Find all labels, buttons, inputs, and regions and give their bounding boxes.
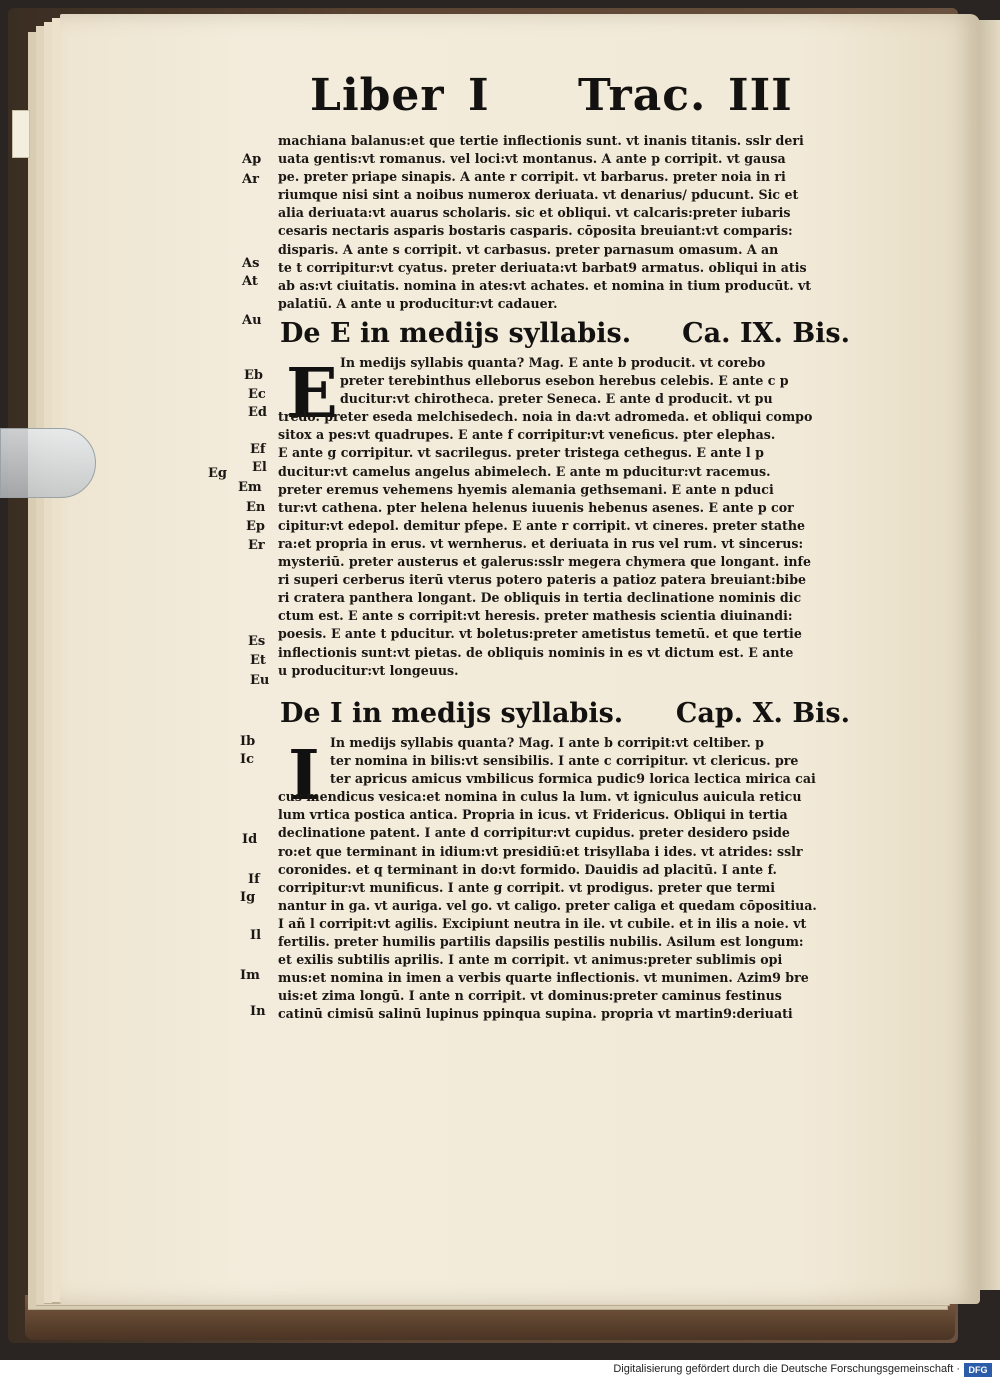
margin-note: Eg (208, 466, 227, 481)
text-line: machiana balanus:et que tertie inflectionis sunt. vt inanis titanis. sslr deri (278, 133, 804, 148)
margin-note: Il (250, 928, 262, 943)
chapter-9-heading (280, 318, 850, 354)
margin-note: El (252, 460, 267, 475)
text-line: riumque nisi sint a noibus numerox deriuata. vt denarius/ pducunt. Sic et (278, 187, 799, 203)
text-line: ro:et que terminant in idium:vt presidiū:et trisyllaba i ides. vt atrides: sslr (278, 843, 803, 859)
text-line: cesaris nectaris asparis bostaris casparis. cōposita breuiant:vt comparis: (278, 223, 793, 239)
text-line: I añ l corripit:vt agilis. Excipiunt neutra in ile. vt cubile. et in ilis a noie. vt (278, 915, 807, 931)
text-line: pe. preter priape sinapis. A ante r corripit. vt barbarus. preter noia in ri (278, 169, 786, 185)
text-line: preter terebinthus elleborus esebon herebus celebis. E ante c p (340, 373, 789, 389)
text-line: declinatione patent. I ante d corripitur:vt cupidus. preter desidero pside (278, 825, 790, 841)
dfg-logo: DFG (964, 1363, 992, 1377)
initial-capital-i: I (288, 736, 320, 816)
margin-note: Ib (240, 734, 256, 749)
text-line: tredo. preter eseda melchisedech. noia in da:vt adromeda. et obliqui compo (278, 409, 813, 425)
text-line: nantur in ga. vt auriga. vel go. vt caligo. preter caliga et quedam cōpositiua. (278, 897, 817, 913)
margin-note: Ep (246, 519, 265, 534)
chapter-10-heading (280, 698, 850, 734)
text-line: palatiū. A ante u producitur:vt cadauer. (278, 295, 558, 311)
margin-note: If (248, 872, 260, 887)
margin-note: Ig (240, 890, 256, 905)
text-line: disparis. A ante s corripit. vt carbasus. preter parnasum omasum. A an (278, 241, 779, 257)
chapter-10-title: De I in medijs syllabis. (280, 698, 624, 729)
margin-note: Eu (250, 673, 270, 688)
margin-note: Em (238, 480, 262, 495)
text-line: mysteriū. preter austerus et galerus:sslr megera chymera que longant. infe (278, 554, 811, 570)
text-line: cipitur:vt edepol. demitur pfepe. E ante r corripit. vt cineres. preter stathe (278, 517, 805, 533)
margin-note: Ef (250, 442, 266, 457)
text-line: uis:et zima longū. I ante n corripit. vt dominus:preter caminus festinus (278, 988, 782, 1004)
margin-note: Ar (242, 172, 259, 187)
chapter-9-title: De E in medijs syllabis. (280, 318, 632, 349)
footer-bar (0, 1360, 1000, 1381)
text-line: ab as:vt ciuitatis. nomina in ates:vt achates. et nomina in tium producūt. vt (278, 277, 812, 293)
text-line: In medijs syllabis quanta? Mag. E ante b producit. vt corebo (340, 355, 766, 370)
text-block-2 (278, 354, 848, 680)
margin-note: Eb (244, 368, 263, 383)
header-trac: Trac. (578, 70, 707, 121)
text-block-1 (278, 132, 848, 313)
running-header (310, 70, 810, 130)
margin-note: Es (248, 634, 266, 649)
text-line: uata gentis:vt romanus. vel loci:vt montanus. A ante p corripit. vt gausa (278, 151, 786, 167)
margin-note: En (246, 500, 266, 515)
margin-note: Er (248, 538, 265, 553)
text-line: poesis. E ante t pducitur. vt boletus:preter ametistus temetū. et que tertie (278, 626, 802, 642)
margin-note: At (242, 274, 258, 289)
initial-capital-e: E (286, 354, 338, 434)
text-line: sitox a pes:vt quadrupes. E ante f corripitur:vt veneficus. pter elephas. (278, 427, 776, 443)
text-line: ri superi cerberus iterū vterus potero pateris a patioz patera breuiant:bibe (278, 572, 807, 588)
text-line: ducitur:vt chirotheca. preter Seneca. E ante d producit. vt pu (340, 391, 773, 407)
text-line: mus:et nomina in imen a verbis quarte inflectionis. vt munimen. Azim9 bre (278, 970, 809, 986)
text-line: et exilis subtilis aprilis. I ante m corripit. vt animus:preter sublimis opi (278, 952, 783, 968)
header-trac-number: III (728, 70, 793, 121)
text-line: coronides. et q terminant in do:vt formido. Dauidis ad placitū. I ante f. (278, 861, 777, 877)
header-liber: Liber (310, 70, 445, 121)
text-line: E ante g corripitur. vt sacrilegus. preter tristega cethegus. E ante l p (278, 445, 764, 461)
text-line: preter eremus vehemens hyemis alemania gethsemani. E ante n pduci (278, 481, 774, 497)
text-line: cus mendicus vesica:et nomina in culus la lum. vt igniculus auicula reticu (278, 789, 802, 805)
text-block-3 (278, 734, 848, 1024)
text-line: ctum est. E ante s corripit:vt heresis. preter mathesis scientia diuinandi: (278, 608, 793, 624)
text-line: inflectionis sunt:vt pietas. de obliquis nominis in es vt dictum est. E ante (278, 644, 794, 660)
funding-notice: Digitalisierung gefördert durch die Deutsche Forschungsgemeinschaft · (613, 1363, 960, 1375)
text-line: te t corripitur:vt cyatus. preter deriuata:vt barbat9 armatus. obliqui in atis (278, 259, 807, 275)
text-line: catinū cimisū salinū lupinus ppinqua supina. propria vt martin9:deriuati (278, 1006, 793, 1022)
margin-note: In (250, 1004, 266, 1019)
text-line: lum vrtica postica antica. Propria in icus. vt Fridericus. Obliqui in tertia (278, 807, 788, 823)
text-line: ri cratera panthera longant. De obliquis in tertia declinatione nominis dic (278, 590, 802, 606)
margin-note: Ed (248, 405, 267, 420)
text-line: corripitur:vt munificus. I ante g corripit. vt prodigus. preter que termi (278, 879, 776, 895)
paper-clip (0, 428, 96, 498)
text-line: u producitur:vt longeuus. (278, 662, 459, 678)
margin-note: Im (240, 968, 260, 983)
page-tab-marker (12, 110, 30, 158)
margin-note: Ec (248, 387, 266, 402)
margin-note: Et (250, 653, 266, 668)
header-book-number: I (468, 70, 490, 121)
margin-note: Ap (242, 152, 262, 167)
text-line: ra:et propria in erus. vt wernherus. et deriuata in rus vel rum. vt sincerus: (278, 535, 804, 551)
text-line: ter apricus amicus vmbilicus formica pudic9 lorica lectica mirica cai (330, 771, 816, 787)
margin-note: Au (242, 313, 262, 328)
text-line: ter nomina in bilis:vt sensibilis. I ante c corripitur. vt clericus. pre (330, 753, 799, 769)
text-line: In medijs syllabis quanta? Mag. I ante b corripit:vt celtiber. p (330, 735, 764, 750)
chapter-10-number: Cap. X. Bis. (675, 698, 850, 729)
text-line: alia deriuata:vt auarus scholaris. sic et obliqui. vt calcaris:preter iubaris (278, 205, 791, 221)
chapter-9-number: Ca. IX. Bis. (682, 318, 850, 349)
margin-note: Ic (240, 752, 254, 767)
margin-note: Id (242, 832, 258, 847)
margin-note: As (242, 256, 260, 271)
text-line: ducitur:vt camelus angelus abimelech. E ante m pducitur:vt racemus. (278, 463, 771, 479)
text-line: fertilis. preter humilis partilis dapsilis pestilis nubilis. Asilum est longum: (278, 934, 804, 950)
text-line: tur:vt cathena. pter helena helenus iuuenis hebenus asenes. E ante p cor (278, 499, 794, 515)
